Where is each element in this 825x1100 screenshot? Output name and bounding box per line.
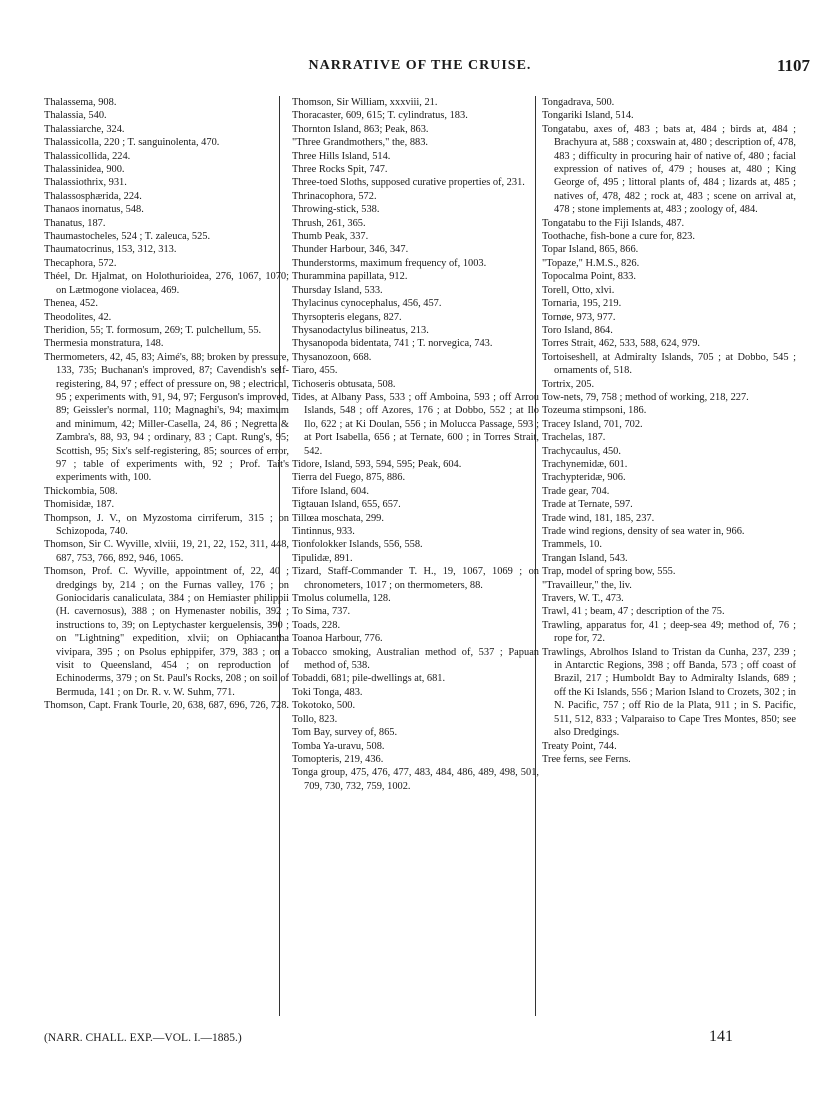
index-entry: Tom Bay, survey of, 865. — [292, 727, 398, 739]
index-entry: Tracey Island, 701, 702. — [542, 418, 643, 430]
index-entry: Tizard, Staff-Commander T. H., 19, 1067, 1069 ; on chronometers, 1017 ; on thermometers, 88. — [292, 566, 539, 591]
index-entry: Tionfolokker Islands, 556, 558. — [292, 539, 423, 551]
index-entry: Tidore, Island, 593, 594, 595; Peak, 604. — [292, 458, 462, 470]
index-entry: Thomson, Sir C. Wyville, xlviii, 19, 21, 22, 152, 311, 448, 687, 753, 766, 892, 946, 1065. — [44, 539, 289, 564]
index-entry: Thornton Island, 863; Peak, 863. — [292, 123, 429, 135]
index-entry: Tiaro, 455. — [292, 365, 338, 377]
index-entry: Tipulidæ, 891. — [292, 552, 353, 564]
index-entry: Thalassosphærida, 224. — [44, 190, 142, 202]
index-entry: Thalassinidea, 900. — [44, 164, 125, 176]
index-entry: Three Hills Island, 514. — [292, 150, 391, 162]
index-column-2 — [292, 96, 539, 793]
index-entry: Thyrsopteris elegans, 827. — [292, 311, 402, 323]
index-entry: Thrush, 261, 365. — [292, 217, 366, 229]
index-entry: Trade at Ternate, 597. — [542, 499, 633, 511]
index-entry: Thecaphora, 572. — [44, 257, 117, 269]
index-entry: Tortoiseshell, at Admiralty Islands, 705 ; at Dobbo, 545 ; ornaments of, 518. — [542, 351, 796, 377]
page-footer — [44, 1030, 804, 1050]
running-title: NARRATIVE OF THE CRUISE. — [308, 58, 532, 73]
index-entry: Travers, W. T., 473. — [542, 593, 624, 605]
index-entry: Tornøe, 973, 977. — [542, 311, 616, 323]
index-entry: Three Rocks Spit, 747. — [292, 164, 388, 176]
index-entry: Thalassiothrix, 931. — [44, 177, 127, 189]
index-entry: Thermometers, 42, 45, 83; Aimé's, 88; broken by pressure, 133, 735; Buchanan's improved, 87; Cavendish's self-registering, 84, 97 ; effect of pressure on, 98 ; electrical, 95 ; experiments with, 91, 94, 97; Ferguson's improved, 89; Geissler's normal, 110; Magnaghi's, 94; maximum and minimum, 42; Miller-Casella, 24, 86 ; Negretta & Zambra's, 88, 93, 94 ; ordinary, 83 ; Capt. Rung's, 95; Scottish, 95; Six's self-registering, 85; sources of error, 97 ; table of experiments with, 92 ; Prof. Tait's experiments with, 100. — [44, 351, 289, 484]
index-entry: Topocalma Point, 833. — [542, 271, 636, 283]
index-entry: Thysanopoda bidentata, 741 ; T. norvegica, 743. — [292, 338, 493, 350]
index-entry: Toki Tonga, 483. — [292, 686, 363, 698]
index-entry: Thunder Harbour, 346, 347. — [292, 244, 409, 256]
signature-line: (NARR. CHALL. EXP.—VOL. I.—1885.) — [44, 1032, 242, 1044]
index-entry: Tigtauan Island, 655, 657. — [292, 499, 401, 511]
index-entry: Tollo, 823. — [292, 713, 338, 725]
index-entry: Thysanozoon, 668. — [292, 351, 372, 363]
index-entry: Thoracaster, 609, 615; T. cylindratus, 183. — [292, 110, 468, 122]
index-entry: Trawlings, Abrolhos Island to Tristan da Cunha, 237, 239 ; in Antarctic Regions, 398 ; off Banda, 573 ; off coast of Brazil, 217 ; Humboldt Bay to Admiralty Islands, 689 ; off the Ki Islands, 556 ; Marion Island to Crozets, 302 ; in N. Pacific, 757 ; off Rio de la Plata, 911 ; in S. Pacific, 511, 512, 833 ; Valparaiso to Cape Tres Montes, 850; see also Dredgings. — [542, 646, 796, 739]
index-entry: Trawling, apparatus for, 41 ; deep-sea 49; method of, 76 ; rope for, 72. — [542, 619, 796, 645]
index-entry: Trachypteridæ, 906. — [542, 472, 626, 484]
index-entry: Tree ferns, see Ferns. — [542, 753, 631, 765]
index-entry: Tmolus columella, 128. — [292, 593, 391, 605]
index-entry: Thumb Peak, 337. — [292, 231, 369, 243]
index-entry: Thomson, Sir William, xxxviii, 21. — [292, 97, 438, 108]
index-entry: Thanatus, 187. — [44, 217, 106, 229]
index-entry: Torres Strait, 462, 533, 588, 624, 979. — [542, 338, 701, 350]
index-entry: Tifore Island, 604. — [292, 485, 369, 497]
index-entry: Tornaria, 195, 219. — [542, 298, 622, 310]
index-entry: Toothache, fish-bone a cure for, 823. — [542, 231, 695, 243]
index-entry: Throwing-stick, 538. — [292, 204, 380, 216]
index-entry: Tozeuma stimpsoni, 186. — [542, 405, 647, 417]
index-entry: Toads, 228. — [292, 619, 341, 631]
index-entry: Thrinacophora, 572. — [292, 190, 377, 202]
index-entry: Théel, Dr. Hjalmat, on Holothurioidea, 276, 1067, 1070; on Lætmogone violacea, 469. — [44, 271, 289, 296]
index-entry: Trachynemidæ, 601. — [542, 458, 628, 470]
index-entry: Tobaddi, 681; pile-dwellings at, 681. — [292, 673, 446, 685]
index-entry: Trade gear, 704. — [542, 485, 610, 497]
index-entry: To Sima, 737. — [292, 606, 351, 618]
index-entry: Thermesia monstratura, 148. — [44, 338, 164, 350]
index-entry: Trachelas, 187. — [542, 432, 606, 444]
index-entry: Thenea, 452. — [44, 298, 98, 310]
index-entry: Tortrix, 205. — [542, 378, 595, 390]
index-entry: Tonga group, 475, 476, 477, 483, 484, 486, 489, 498, 501, 709, 730, 732, 759, 1002. — [292, 767, 539, 792]
index-entry: Thompson, J. V., on Myzostoma cirriferum, 315 ; on Schizopoda, 740. — [44, 512, 289, 537]
index-entry: Thaumatocrinus, 153, 312, 313. — [44, 244, 177, 256]
index-entry: Tierra del Fuego, 875, 886. — [292, 472, 406, 484]
index-entry: Tongariki Island, 514. — [542, 110, 634, 122]
index-entry: Tillœa moschata, 299. — [292, 512, 384, 524]
index-entry: Thylacinus cynocephalus, 456, 457. — [292, 298, 442, 310]
index-entry: Trammels, 10. — [542, 539, 602, 551]
index-column-3 — [542, 96, 796, 766]
index-entry: Thunderstorms, maximum frequency of, 1003. — [292, 257, 487, 269]
index-entry: Thalassicolla, 220 ; T. sanguinolenta, 470. — [44, 137, 220, 149]
index-entry: Thalassicollida, 224. — [44, 150, 131, 162]
index-entry: Thaumastocheles, 524 ; T. zaleuca, 525. — [44, 231, 211, 243]
index-entry: Thysanodactylus bilineatus, 213. — [292, 324, 429, 336]
index-entry: Three-toed Sloths, supposed curative properties of, 231. — [292, 177, 525, 189]
index-entry: Tokotoko, 500. — [292, 700, 356, 712]
index-entry: Trawl, 41 ; beam, 47 ; description of the 75. — [542, 606, 725, 618]
index-entry: Trap, model of spring bow, 555. — [542, 566, 676, 578]
index-entry: Tongatabu to the Fiji Islands, 487. — [542, 217, 685, 229]
index-entry: Tintinnus, 933. — [292, 526, 355, 537]
index-entry: Thalassia, 540. — [44, 110, 107, 122]
index-entry: Theridion, 55; T. formosum, 269; T. pulchellum, 55. — [44, 324, 262, 336]
index-entry: Thursday Island, 533. — [292, 284, 383, 296]
index-entry: Tongadrava, 500. — [542, 97, 615, 108]
page-number: 1107 — [776, 56, 810, 75]
index-entry: Thalassema, 908. — [44, 97, 117, 108]
index-entry: Trade wind, 181, 185, 237. — [542, 512, 655, 524]
index-entry: Trachycaulus, 450. — [542, 445, 621, 457]
index-entry: Thickombia, 508. — [44, 485, 118, 497]
index-entry: Torell, Otto, xlvi. — [542, 284, 615, 296]
index-entry: Tomopteris, 219, 436. — [292, 753, 384, 765]
index-column-1 — [44, 96, 289, 713]
index-entry: Trangan Island, 543. — [542, 552, 628, 564]
index-entry: Thanaos inornatus, 548. — [44, 204, 144, 216]
index-entry: Theodolites, 42. — [44, 311, 112, 323]
index-entry: Thomisidæ, 187. — [44, 499, 115, 511]
index-entry: Toanoa Harbour, 776. — [292, 633, 383, 645]
index-entry: Treaty Point, 744. — [542, 740, 617, 752]
page-header — [30, 58, 810, 80]
index-entry: "Three Grandmothers," the, 883. — [292, 137, 429, 149]
index-entry: Thalassiarche, 324. — [44, 123, 125, 135]
index-entry: Trade wind regions, density of sea water in, 966. — [542, 526, 745, 537]
index-entry: Toro Island, 864. — [542, 324, 613, 336]
signature-number: 141 — [709, 1028, 733, 1045]
index-entry: Tides, at Albany Pass, 533 ; off Amboina, 593 ; off Arrou Islands, 548 ; off Azores, 176 ; at Dobbo, 552 ; at Ilo Ilo, 622 ; at Ki Doulan, 556 ; in Molucca Passage, 593 ; at Port Isabella, 656 ; at Ternate, 600 ; in Torres Strait, 542. — [292, 391, 539, 457]
index-entry: "Topaze," H.M.S., 826. — [542, 257, 640, 269]
index-entry: Tomba Ya-uravu, 508. — [292, 740, 385, 752]
index-entry: Thomson, Capt. Frank Tourle, 20, 638, 687, 696, 726, 728. — [44, 700, 289, 712]
index-columns — [30, 96, 815, 1036]
index-entry: Thomson, Prof. C. Wyville, appointment of, 22, 40 ; dredgings by, 214 ; on the Furnas valley, 176 ; on Goniocidaris canaliculata, 384 ; on Hemiaster philippii (H. cavernosus), 388 ; on Hymenaster nobilis, 392 ; instructions to, 39; on Leptychaster kerguelensis, 390 ; on "Lightning" expedition, xlvii; on Ophiacantha vivipara, 395 ; on Psolus ephippifer, 379, 383 ; on a visit to Queensland, 454 ; on reproduction of Echinoderms, 379 ; on St. Paul's Rocks, 208 ; on soil of Bermuda, 141 ; on Dr. R. v. W. Suhm, 771. — [44, 566, 289, 698]
index-entry: Tow-nets, 79, 758 ; method of working, 218, 227. — [542, 391, 749, 403]
index-entry: Tichoseris obtusata, 508. — [292, 378, 396, 390]
index-entry: Topar Island, 865, 866. — [542, 244, 639, 256]
index-entry: Thurammina papillata, 912. — [292, 271, 408, 283]
index-entry: Tongatabu, axes of, 483 ; bats at, 484 ; birds at, 484 ; Brachyura at, 588 ; coxswain at, 480 ; description of, 478, 483 ; difficulty in procuring hair of native of, 480 ; facial expression of natives of, 479 ; houses at, 480 ; King George of, 495 ; littoral plants of, 484 ; lizards at, 485 ; natives of, 478, 482 ; rock at, 483 ; scene on arrival at, 478 ; stone implements at, 483 ; zoology of, 484. — [542, 123, 796, 216]
index-entry: "Travailleur," the, liv. — [542, 579, 632, 591]
index-entry: Tobacco smoking, Australian method of, 537 ; Papuan method of, 538. — [292, 646, 539, 672]
